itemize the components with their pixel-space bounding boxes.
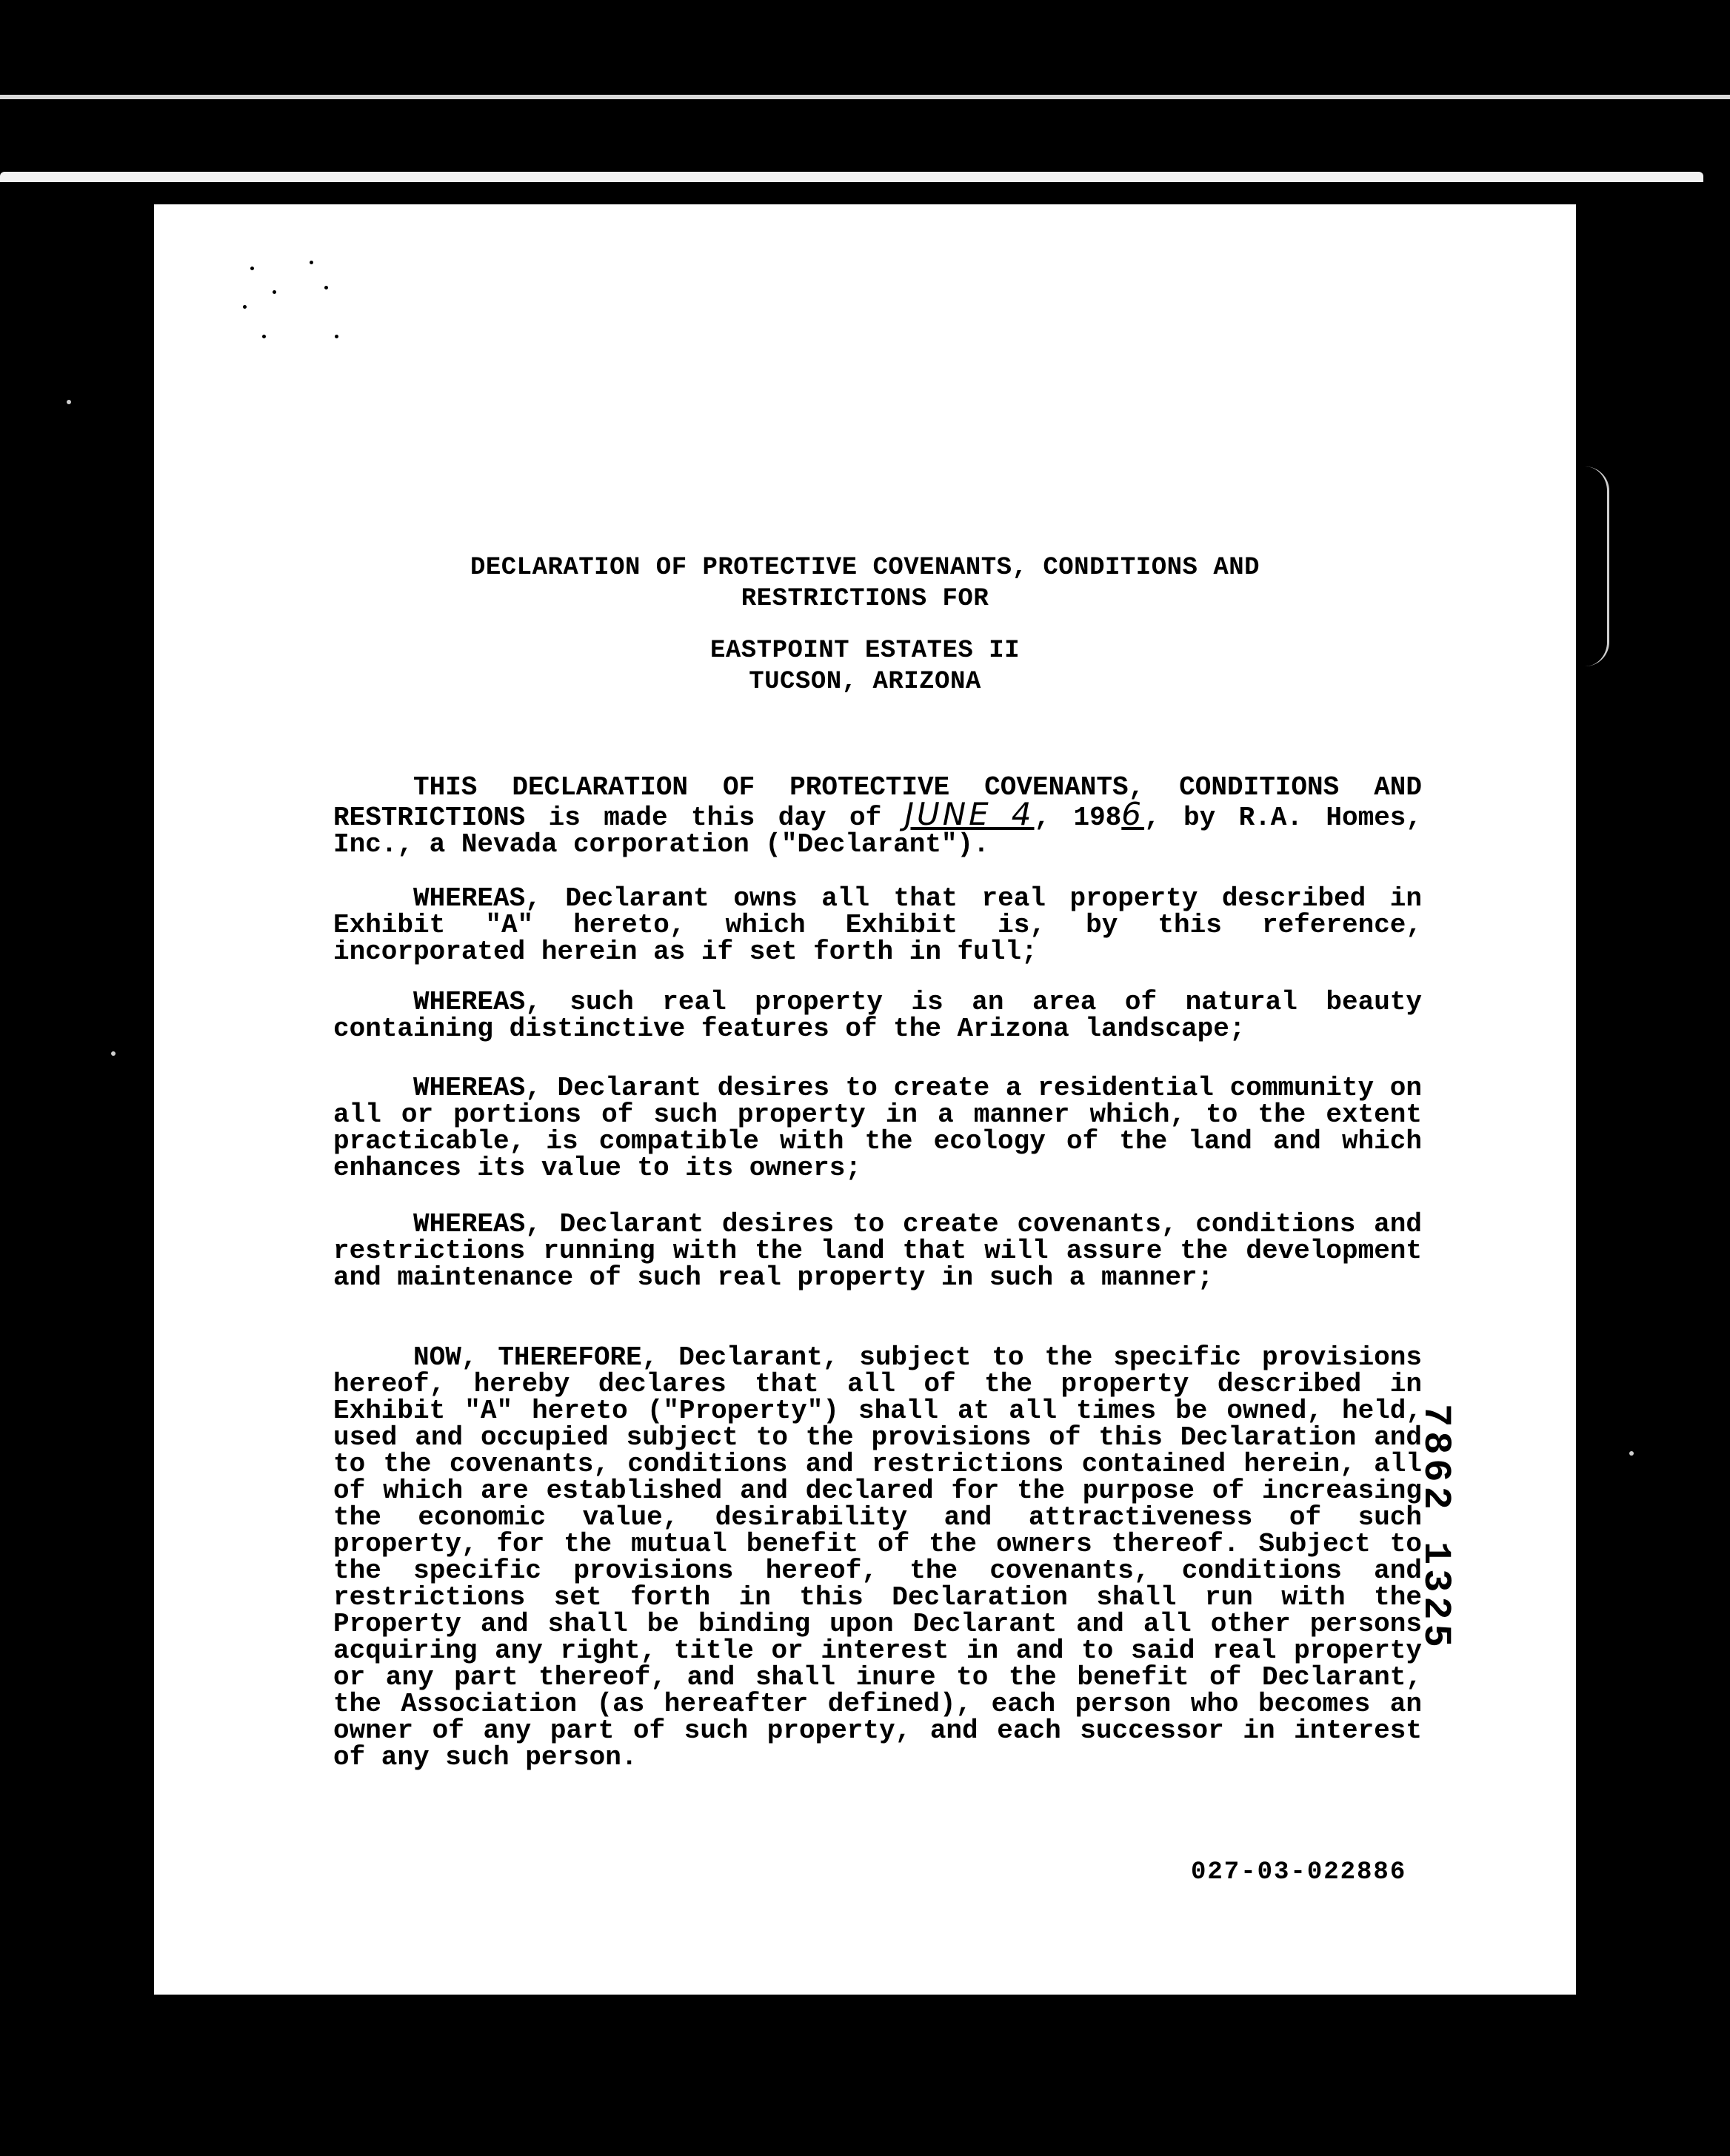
page-speck (273, 290, 276, 294)
whereas-paragraph-4 (333, 1211, 1422, 1291)
page-speck (324, 286, 328, 289)
side-stamp-number: 7862 1325 (1414, 1404, 1457, 1652)
intro-text: THIS DECLARATION OF PROTECTIVE COVENANTS, CONDITIONS AND RESTRICTIONS is made this day of (333, 772, 1422, 833)
handwritten-date: JUNE 4 (904, 796, 1035, 832)
whereas-paragraph-3 (333, 1075, 1422, 1182)
scan-border-top (0, 95, 1730, 99)
intro-paragraph (333, 774, 1422, 858)
whereas-2-text: WHEREAS, such real property is an area of natural beauty containing distinctive features of the Arizona landscape; (333, 987, 1422, 1044)
page-speck (310, 261, 313, 264)
page-speck (262, 335, 266, 338)
whereas-paragraph-2 (333, 989, 1422, 1042)
scan-speck (111, 1051, 116, 1056)
document-page (154, 204, 1576, 1995)
now-therefore-text: NOW, THEREFORE, Declarant, subject to the specific provisions hereof, hereby declares that all of the property described in Exhibit "A" hereto ("Property") shall at all times be owned, held, used and occupied subject to the provisions of this Declaration and to the covenants, conditions and restrictions contained herein, all of which are established and declared for the purpose of increasing the economic value, desirability and attractiveness of such property, for the mutual benefit of the owners thereof. Subject to the specific provisions hereof, the covenants, conditions and restrictions set forth in this Declaration shall run with the Property and shall be binding upon Declarant and all other persons acquiring any right, title or interest in and to said real property or any part thereof, and shall inure to the benefit of Declarant, the Association (as hereafter defined), each person who becomes an owner of any part of such property, and each successor in interest of any such person. (333, 1342, 1422, 1772)
whereas-paragraph-1 (333, 883, 1422, 967)
intro-text-end: , by R.A. Homes, Inc., a Nevada corporation ("Declarant"). (333, 803, 1423, 860)
document-title-line2: RESTRICTIONS FOR (741, 585, 989, 613)
document-title-line1: DECLARATION OF PROTECTIVE COVENANTS, CONDITIONS AND (470, 554, 1260, 582)
scan-margin-mark (1585, 466, 1609, 666)
whereas-4-text: WHEREAS, Declarant desires to create covenants, conditions and restrictions running with the land that will assure the development and maintenance of such real property in such a manner; (333, 1209, 1422, 1293)
now-therefore-paragraph (333, 1342, 1422, 1772)
handwritten-year-digit: 6 (1121, 796, 1145, 832)
whereas-1-text: WHEREAS, Declarant owns all that real property described in Exhibit "A" hereto, which Exhibit is, by this reference, incorporated herein as if set forth in full; (333, 883, 1422, 967)
document-id: 027-03-022886 (1191, 1858, 1407, 1886)
intro-year-prefix: , 198 (1034, 803, 1122, 833)
scan-border-page-edge (0, 172, 1703, 182)
document-subtitle-line1: EASTPOINT ESTATES II (709, 637, 1021, 665)
scan-speck (1629, 1451, 1634, 1456)
page-speck (250, 267, 254, 270)
page-speck (335, 335, 338, 338)
document-subtitle-line2: TUCSON, ARIZONA (749, 668, 981, 696)
page-speck (243, 305, 247, 309)
scan-speck (67, 400, 71, 404)
whereas-3-text: WHEREAS, Declarant desires to create a residential community on all or portions of such property in a manner which, to the extent practicable, is compatible with the ecology of the land and which enhances its value to its owners; (333, 1073, 1422, 1183)
